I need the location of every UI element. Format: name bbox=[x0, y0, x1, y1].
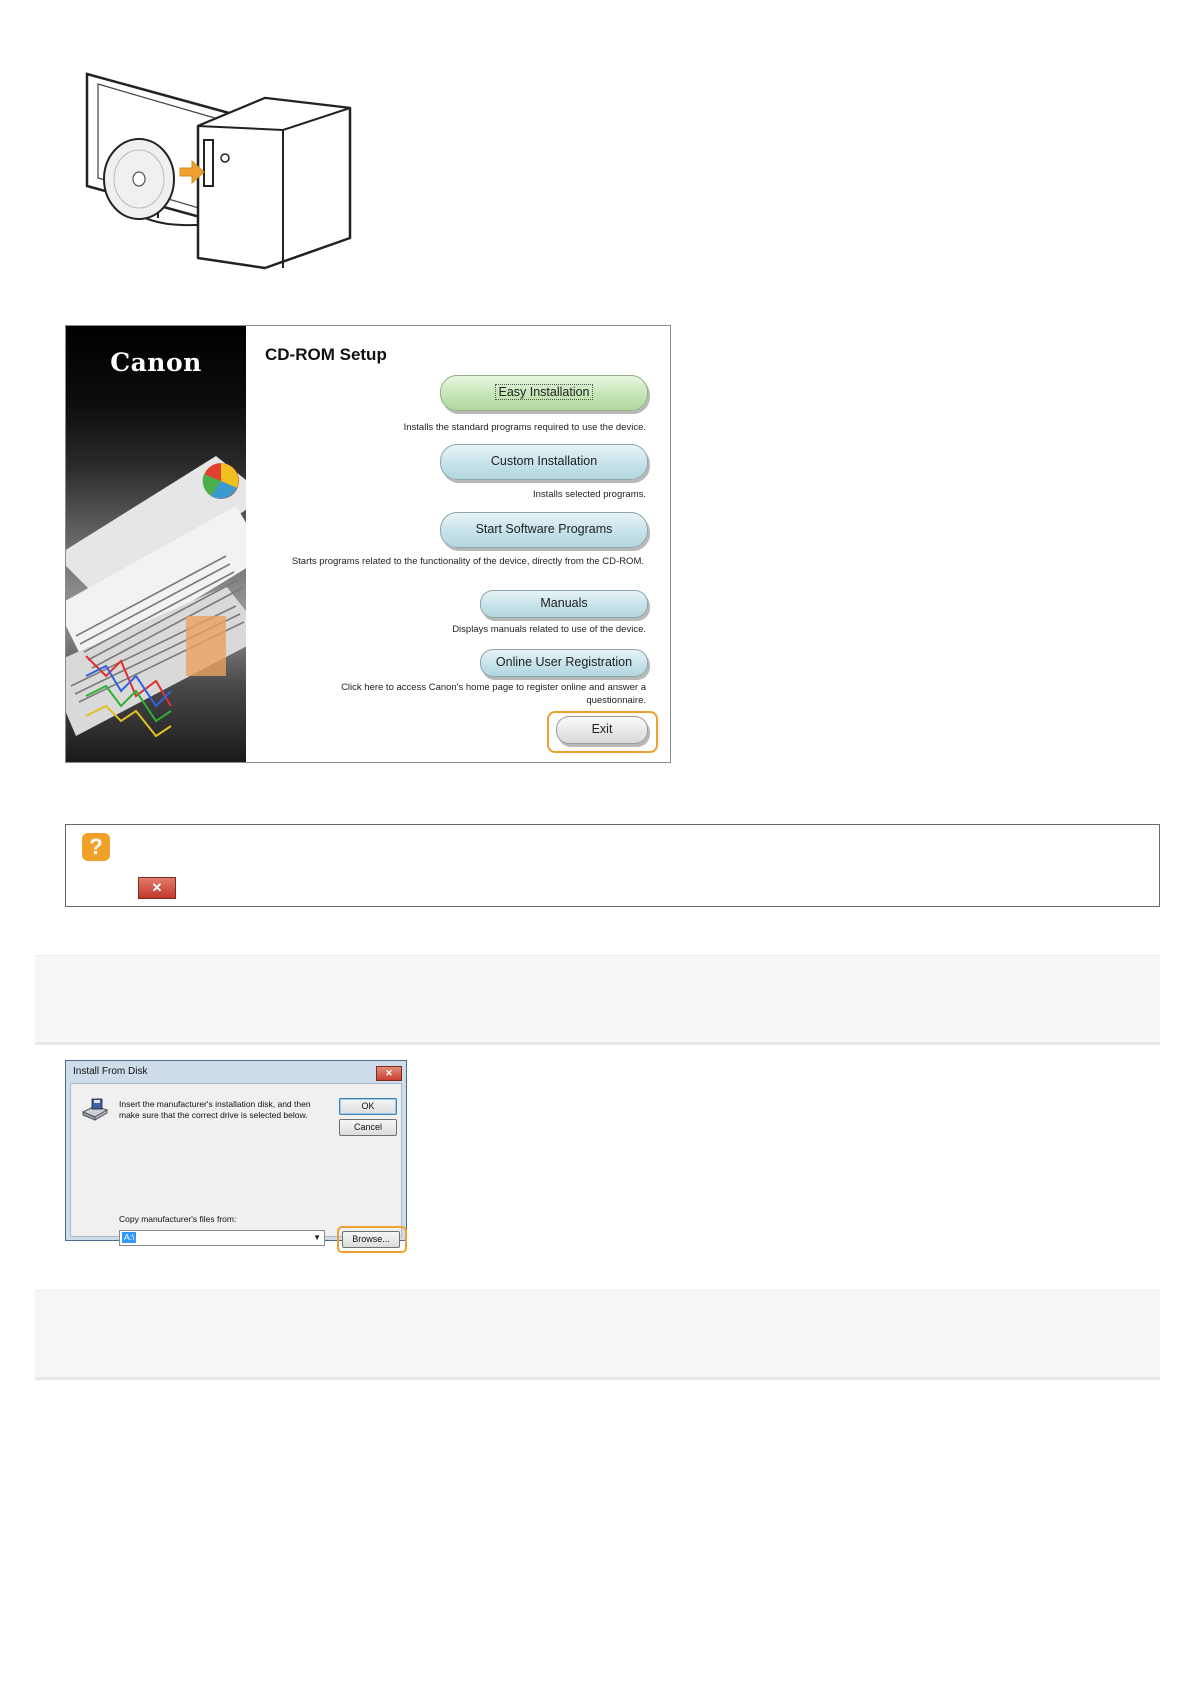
easy-installation-label: Easy Installation bbox=[495, 384, 592, 400]
copy-files-from-select[interactable] bbox=[119, 1230, 325, 1246]
setup-side-panel bbox=[66, 326, 246, 762]
easy-installation-desc: Installs the standard programs required to use the device. bbox=[403, 422, 646, 433]
troubleshooting-note bbox=[65, 824, 1160, 907]
exit-button[interactable]: Exit bbox=[556, 716, 648, 744]
registration-desc-line1: Click here to access Canon's home page to register online and answer a bbox=[341, 682, 646, 693]
registration-desc-line2: questionnaire. bbox=[586, 695, 646, 706]
close-button-icon: ✕ bbox=[138, 877, 176, 899]
manuals-desc: Displays manuals related to use of the device. bbox=[452, 624, 646, 635]
canon-logo: Canon bbox=[110, 348, 202, 377]
dialog-close-button[interactable]: ✕ bbox=[376, 1066, 402, 1081]
custom-installation-desc: Installs selected programs. bbox=[533, 489, 646, 500]
setup-title: CD-ROM Setup bbox=[265, 345, 387, 364]
browse-button[interactable]: Browse... bbox=[342, 1231, 400, 1248]
dropdown-arrow-icon: ▼ bbox=[313, 1233, 321, 1242]
install-from-disk-dialog bbox=[65, 1060, 407, 1244]
easy-installation-button[interactable] bbox=[440, 375, 648, 411]
copy-files-label: Copy manufacturer's files from: bbox=[119, 1214, 237, 1224]
start-software-programs-desc: Starts programs related to the functionality of the device, directly from the CD-ROM. bbox=[291, 556, 644, 567]
cancel-button[interactable]: Cancel bbox=[339, 1119, 397, 1136]
online-user-registration-button[interactable]: Online User Registration bbox=[480, 649, 648, 677]
manuals-button[interactable]: Manuals bbox=[480, 590, 648, 618]
dialog-body bbox=[70, 1083, 402, 1244]
start-software-programs-button[interactable]: Start Software Programs bbox=[440, 512, 648, 548]
disk-drive-icon bbox=[81, 1098, 109, 1122]
online-user-registration-desc bbox=[266, 681, 646, 707]
ok-button[interactable]: OK bbox=[339, 1098, 397, 1115]
dialog-message: Insert the manufacturer's installation disk, and then make sure that the correct drive is selected below. bbox=[119, 1099, 311, 1120]
question-icon: ? bbox=[82, 833, 110, 861]
insert-cd-illustration bbox=[80, 68, 365, 273]
dialog-title: Install From Disk bbox=[73, 1066, 148, 1077]
custom-installation-button[interactable]: Custom Installation bbox=[440, 444, 648, 480]
step-band-2 bbox=[35, 1290, 1160, 1380]
step-band-1 bbox=[35, 955, 1160, 1045]
cdrom-setup-window bbox=[65, 325, 671, 763]
copy-files-path: A:\ bbox=[124, 1232, 135, 1242]
documents-illustration bbox=[66, 436, 246, 762]
